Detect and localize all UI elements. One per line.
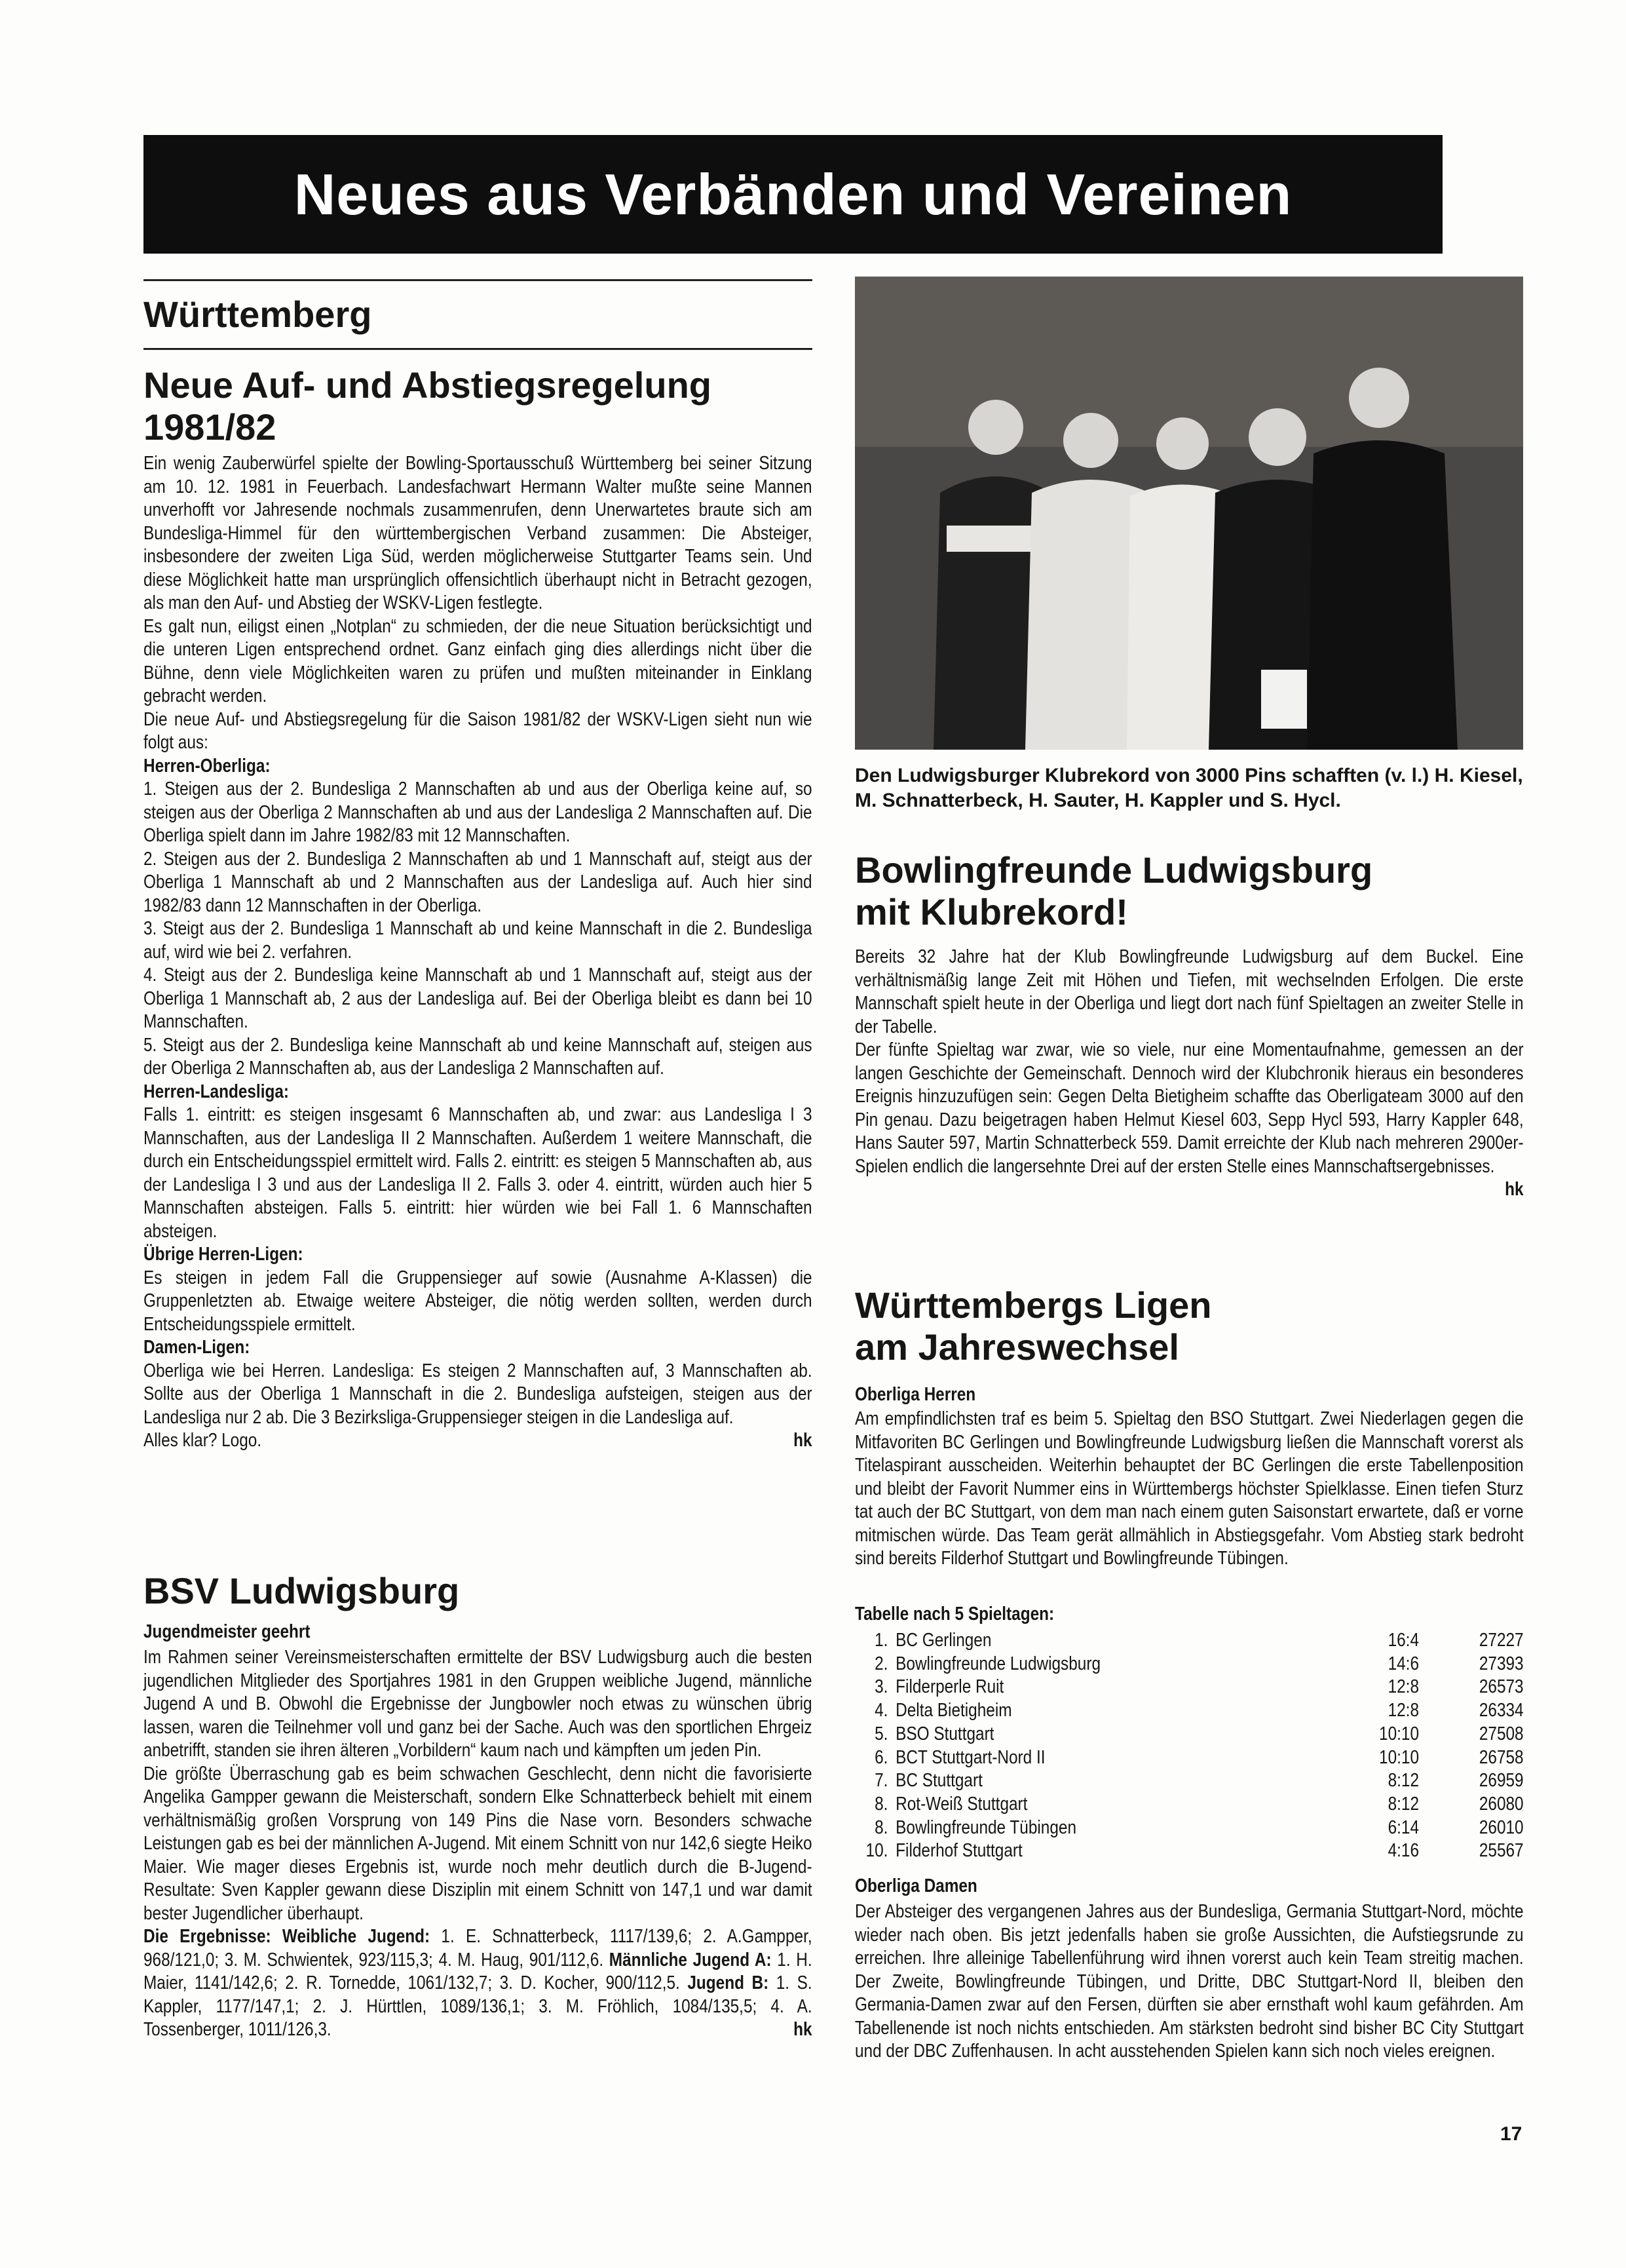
team-cell: Rot-Weiß Stuttgart bbox=[896, 1793, 1028, 1815]
pins-cell: 26959 bbox=[1479, 1770, 1524, 1792]
subheading: Herren-Oberliga: bbox=[143, 755, 271, 777]
paragraph: Im Rahmen seiner Vereinsmeisterschaften ermittelte der BSV Ludwigsburg auch die besten jugendlichen Mitglieder des Sportjahres 1981 in den Gruppen weibliche Jugend, männliche Jugend A und B. Obwohl die Ergebnisse der Jungbowler noch etwas zu wünschen übrig lassen, waren die Teilnehmer voll und ganz bei der Sache. Auch was den sportlichen Ehrgeiz anbetrifft, standen sie ihren älteren „Vorbildern“ kaum nach und kämpften um jeden Pin. bbox=[143, 1647, 812, 1761]
league-table bbox=[855, 1629, 1524, 1863]
results-paragraph bbox=[143, 1925, 812, 2042]
team-cell: BCT Stuttgart-Nord II bbox=[896, 1746, 1046, 1768]
subheading: Damen-Ligen: bbox=[143, 1337, 250, 1358]
paragraph: Der fünfte Spieltag war zwar, wie so viele, nur eine Momentaufnahme, gemessen an der langen Geschichte der Gemeinschaft. Dennoch wird der Klubchronik hieraus ein besonderes Ereignis hinzuzufügen sein: Gegen Delta Bietigheim schaffte das Oberligateam 3000 auf den Pin genau. Dazu beigetragen haben Helmut Kiesel 603, Sepp Hycl 593, Harry Kappler 648, Hans Sauter 597, Martin Schnatterbeck 559. Damit erreichte der Klub nach mehreren 2900er-Spielen endlich die langersehnte Drei auf der ersten Stelle eines Mannschaftsergebnisses. bbox=[855, 1039, 1524, 1177]
table-title: Tabelle nach 5 Spieltagen: bbox=[855, 1604, 1055, 1624]
team-cell: BC Stuttgart bbox=[896, 1770, 983, 1792]
article-ligen-body-herren bbox=[855, 1408, 1524, 1571]
article-klubrekord-headline bbox=[855, 849, 1523, 933]
points-cell: 16:4 bbox=[1388, 1630, 1419, 1651]
team-cell: Filderperle Ruit bbox=[896, 1676, 1004, 1698]
points-cell: 10:10 bbox=[1379, 1746, 1419, 1768]
paragraph: Die größte Überraschung gab es beim schwachen Geschlecht, denn nicht die favorisierte Angelika Gampper gewann die Meisterschaft, sondern Elke Schnatterbeck behielt mit einem verhältnismäßig großen Vorsprung von 149 Pins die Nase vorn. Besonders schwache Leistungen gab es bei der männlichen A-Jugend. Mit einem Schnitt von nur 142,6 siegte Heiko Maier. Wie mager dieses Ergebnis ist, wurde noch mehr deutlich durch die B-Jugend-Resultate: Sven Kappler gewann diese Disziplin mit einem Schnitt von 147,1 und war damit bester Jugendlicher überhaupt. bbox=[143, 1763, 812, 1924]
table-row bbox=[855, 1653, 1524, 1676]
rank-cell: 3. bbox=[875, 1676, 888, 1698]
table-row bbox=[855, 1699, 1524, 1723]
divider bbox=[143, 348, 812, 350]
section-banner bbox=[143, 135, 1443, 254]
rule-item: 4. Steigt aus der 2. Bundesliga keine Mannschaft ab und 1 Mannschaft auf, steigt aus der Oberliga 1 Mannschaft ab, 2 aus der Landesliga auf. Bei der Oberliga bleibt es dann bei 10 Mannschaften. bbox=[143, 965, 812, 1032]
paragraph: Der Absteiger des vergangenen Jahres aus der Bundesliga, Germania Stuttgart-Nord, möchte wieder nach oben. Bis jetzt jedenfalls haben sie große Aussichten, die Aufstiegsrunde zu erreichen. Ihre alleinige Tabellenführung wird ihnen vorerst auch kein Team streitig machen. Der Zweite, Bowlingfreunde Tübingen, und Dritte, DBC Stuttgart-Nord II, bleiben den Germania-Damen zwar auf den Fersen, dürften sie aber ernsthaft wohl kaum gefährden. Am Tabellenende ist noch nichts entschieden. Am stärksten bedroht sind bisher BC City Stuttgart und der DBC Zuffenhausen. In acht ausstehenden Spielen kann sich noch vieles ereignen. bbox=[855, 1901, 1524, 2062]
rank-cell: 8. bbox=[875, 1793, 888, 1815]
headline-line: mit Klubrekord! bbox=[855, 891, 1128, 932]
pins-cell: 27393 bbox=[1479, 1653, 1524, 1674]
team-cell: BSO Stuttgart bbox=[896, 1723, 994, 1744]
pins-cell: 26334 bbox=[1479, 1700, 1524, 1721]
points-cell: 14:6 bbox=[1388, 1653, 1419, 1674]
team-cell: Delta Bietigheim bbox=[896, 1700, 1012, 1721]
results-group-label: Jugend B: bbox=[687, 1972, 769, 1993]
team-cell: Bowlingfreunde Ludwigsburg bbox=[896, 1653, 1101, 1674]
results-text: 1. H. Maier, 1141/142,6; 2. R. Tornedde, 1061/132,7; 3. D. Kocher, 900/112,5. bbox=[143, 1949, 812, 1993]
table-row bbox=[855, 1629, 1524, 1653]
pins-cell: 26758 bbox=[1479, 1746, 1524, 1768]
team-cell: BC Gerlingen bbox=[896, 1630, 992, 1651]
rank-cell: 6. bbox=[875, 1746, 888, 1768]
paragraph: Bereits 32 Jahre hat der Klub Bowlingfreunde Ludwigsburg auf dem Buckel. Eine verhältnismäßig lange Zeit mit Höhen und Tiefen, mit wechselnden Erfolgen. Die erste Mannschaft spielt heute in der Oberliga und liegt dort nach fünf Spieltagen an zweiter Stelle in der Tabelle. bbox=[855, 946, 1524, 1037]
points-cell: 4:16 bbox=[1388, 1840, 1419, 1862]
pins-cell: 26573 bbox=[1479, 1676, 1524, 1698]
results-text: 1. E. Schnatterbeck, 1117/139,6; 2. A.Gampper, 968/121,0; 3. M. Schwientek, 923/115,3; 4. M. Haug, 901/112,6. bbox=[143, 1926, 812, 1970]
pins-cell: 27508 bbox=[1479, 1723, 1524, 1744]
results-label: Die Ergebnisse: bbox=[143, 1926, 271, 1947]
pins-cell: 26010 bbox=[1479, 1816, 1524, 1838]
table-row bbox=[855, 1746, 1524, 1770]
headline-line: am Jahreswechsel bbox=[855, 1326, 1179, 1368]
headline-line: Württembergs Ligen bbox=[855, 1284, 1212, 1326]
rank-cell: 7. bbox=[875, 1770, 888, 1792]
subheading: Übrige Herren-Ligen: bbox=[143, 1244, 303, 1265]
paragraph: Oberliga wie bei Herren. Landesliga: Es steigen 2 Mannschaften auf, 3 Mannschaften ab. Sollte aus der Oberliga 1 Mannschaft in die 2. Bundesliga aufsteigen, steigen aus der Landesliga nur 2 ab. Die 3 Bezirksliga-Gruppensieger steigen in die Landesliga auf. bbox=[143, 1360, 812, 1428]
pins-cell: 27227 bbox=[1479, 1630, 1524, 1651]
rule-item: 1. Steigen aus der 2. Bundesliga 2 Mannschaften ab und aus der Oberliga keine auf, so steigen aus der Oberliga 2 Mannschaften ab und aus der Landesliga 2 Mannschaften auf. Die Oberliga spielt dann im Jahre 1982/83 mit 12 Mannschaften. bbox=[143, 778, 812, 846]
paragraph: Es steigen in jedem Fall die Gruppensieger auf sowie (Ausnahme A-Klassen) die Gruppenletzten ab. Etwaige weitere Absteiger, die nötig werden sollten, werden durch Entscheidungsspiele ermittelt. bbox=[143, 1267, 812, 1335]
table-row bbox=[855, 1793, 1524, 1816]
author-initials: hk bbox=[793, 2019, 812, 2040]
table-row bbox=[855, 1723, 1524, 1746]
paragraph: Die neue Auf- und Abstiegsregelung für die Saison 1981/82 der WSKV-Ligen sieht nun wie folgt aus: bbox=[143, 708, 812, 753]
table-row bbox=[855, 1676, 1524, 1699]
rank-cell: 1. bbox=[875, 1630, 888, 1651]
rank-cell: 10. bbox=[865, 1840, 888, 1862]
closing-line: Alles klar? Logo. bbox=[143, 1430, 262, 1451]
team-cell: Filderhof Stuttgart bbox=[896, 1840, 1023, 1862]
rule-item: 5. Steigt aus der 2. Bundesliga keine Mannschaft ab und keine Mannschaft auf, steigen aus der Oberliga 2 Mannschaften ab, aus der Landesliga 2 Mannschaften auf. bbox=[143, 1034, 812, 1079]
points-cell: 8:12 bbox=[1388, 1793, 1419, 1815]
pins-cell: 25567 bbox=[1479, 1840, 1524, 1862]
region-heading: Württemberg bbox=[143, 294, 372, 335]
league-table-grid bbox=[855, 1629, 1524, 1863]
rule-item: 3. Steigt aus der 2. Bundesliga 1 Mannschaft ab und keine Mannschaft in die 2. Bundesliga auf, wird wie bei 2. verfahren. bbox=[143, 918, 812, 963]
table-row bbox=[855, 1769, 1524, 1793]
rank-cell: 2. bbox=[875, 1653, 888, 1674]
results-group-label: Weibliche Jugend: bbox=[282, 1926, 430, 1947]
rule-item: 2. Steigen aus der 2. Bundesliga 2 Mannschaften ab und 1 Mannschaft auf, steigt aus der Oberliga 1 Mannschaft ab und 2 Mannschaften aus der Landesliga auf. Auch hier sind 1982/83 dann 12 Mannschaften in der Oberliga. bbox=[143, 848, 812, 916]
paragraph: Falls 1. eintritt: es steigen insgesamt 6 Mannschaften ab, und zwar: aus Landesliga I 3 Mannschaften, aus der Landesliga II 2 Mannschaften. Außerdem 1 weitere Mannschaft, die durch ein Entscheidungsspiel ermittelt wird. Falls 2. eintritt: es steigen 5 Mannschaften ab, aus der Landesliga I 3 und aus der Landesliga II 2. Falls 3. oder 4. eintritt, würden auch hier 5 Mannschaften absteigen. Falls 5. eintritt: hier würden wie bei Fall 1. 6 Mannschaften absteigen. bbox=[143, 1104, 812, 1242]
page-number: 17 bbox=[1500, 2123, 1522, 2145]
headline-line: Neue Auf- und Abstiegsregelung bbox=[143, 364, 711, 406]
rank-cell: 8. bbox=[875, 1816, 888, 1838]
article-bsv-headline: BSV Ludwigsburg bbox=[143, 1570, 460, 1611]
article-regelung-headline bbox=[143, 364, 812, 448]
article-bsv-body bbox=[143, 1646, 812, 2042]
pins-cell: 26080 bbox=[1479, 1793, 1524, 1815]
banner-title: Neues aus Verbänden und Vereinen bbox=[293, 161, 1293, 227]
article-ligen-headline bbox=[855, 1284, 1523, 1368]
points-cell: 8:12 bbox=[1388, 1770, 1419, 1792]
headline-line: 1981/82 bbox=[143, 406, 276, 448]
subheading: Herren-Landesliga: bbox=[143, 1081, 290, 1102]
paragraph: Es galt nun, eiligst einen „Notplan“ zu schmieden, der die neue Situation berücksichtigt und die unteren Ligen entsprechend ordnet. Ganz einfach ging dies allerdings nicht über die Bühne, denn viele Möglichkeiten waren zu prüfen und mußten miteinander in Einklang gebracht werden. bbox=[143, 615, 812, 706]
team-photo bbox=[855, 277, 1523, 750]
results-text: 1. S. Kappler, 1177/147,1; 2. J. Hürttlen, 1089/136,1; 3. M. Fröhlich, 1084/135,5; 4. A. Tossenberger, 1011/126,3. bbox=[143, 1972, 812, 2040]
article-regelung-body bbox=[143, 452, 812, 1453]
headline-line: Bowlingfreunde Ludwigsburg bbox=[855, 849, 1373, 891]
paragraph: Am empfindlichsten traf es beim 5. Spieltag den BSO Stuttgart. Zwei Niederlagen gegen die Mitfavoriten BC Gerlingen und Bowlingfreunde Ludwigsburg ließen die Mannschaft vorerst als Titelaspirant ausscheiden. Weiterhin behauptet der BC Gerlingen die erste Tabellenposition und bleibt der Favorit Nummer eins in Württembergs höchster Spielklasse. Einen tiefen Sturz tat auch der BC Stuttgart, von dem man nach einem guten Saisonstart erwartete, daß er vorne mitmischen würde. Das Team gerät allmählich in Abstiegsgefahr. Vom Abstieg stark bedroht sind bereits Filderhof Stuttgart und Bowlingfreunde Tübingen. bbox=[855, 1408, 1524, 1569]
table-row bbox=[855, 1816, 1524, 1840]
team-photo-image bbox=[855, 277, 1523, 750]
article-bsv-subheading: Jugendmeister geehrt bbox=[143, 1621, 311, 1642]
rank-cell: 5. bbox=[875, 1723, 888, 1744]
points-cell: 6:14 bbox=[1388, 1816, 1419, 1838]
paragraph: Ein wenig Zauberwürfel spielte der Bowling-Sportausschuß Württemberg bei seiner Sitzung am 10. 12. 1981 in Feuerbach. Landesfachwart Hermann Walter mußte seine Mannen unverhofft vor Jahresende nochmals zusammenrufen, denn Unerwartetes braute sich am Bundesliga-Himmel für den württembergischen Verband zusammen: Die Absteiger, insbesondere der zweiten Liga Süd, werden möglicherweise Stuttgarter Teams sein. Und diese Möglichkeit hatte man ursprünglich offensichtlich überhaupt nicht in Betracht gezogen, als man den Auf- und Abstieg der WSKV-Ligen festlegte. bbox=[143, 453, 812, 613]
points-cell: 12:8 bbox=[1388, 1700, 1419, 1721]
article-ligen-body-damen bbox=[855, 1900, 1524, 2064]
table-row bbox=[855, 1839, 1524, 1863]
article-klubrekord-body bbox=[855, 946, 1524, 1202]
divider bbox=[143, 279, 812, 281]
author-initials: hk bbox=[1505, 1179, 1524, 1200]
subheading-oberliga-herren: Oberliga Herren bbox=[855, 1384, 976, 1405]
points-cell: 10:10 bbox=[1379, 1723, 1419, 1744]
points-cell: 12:8 bbox=[1388, 1676, 1419, 1698]
author-initials: hk bbox=[793, 1430, 812, 1451]
rank-cell: 4. bbox=[875, 1700, 888, 1721]
subheading-oberliga-damen: Oberliga Damen bbox=[855, 1875, 977, 1896]
team-cell: Bowlingfreunde Tübingen bbox=[896, 1816, 1076, 1838]
results-group-label: Männliche Jugend A: bbox=[609, 1949, 772, 1970]
photo-caption: Den Ludwigsburger Klubrekord von 3000 Pins schafften (v. l.) H. Kiesel, M. Schnatterbeck, H. Sauter, H. Kappler und S. Hycl. bbox=[855, 765, 1523, 811]
